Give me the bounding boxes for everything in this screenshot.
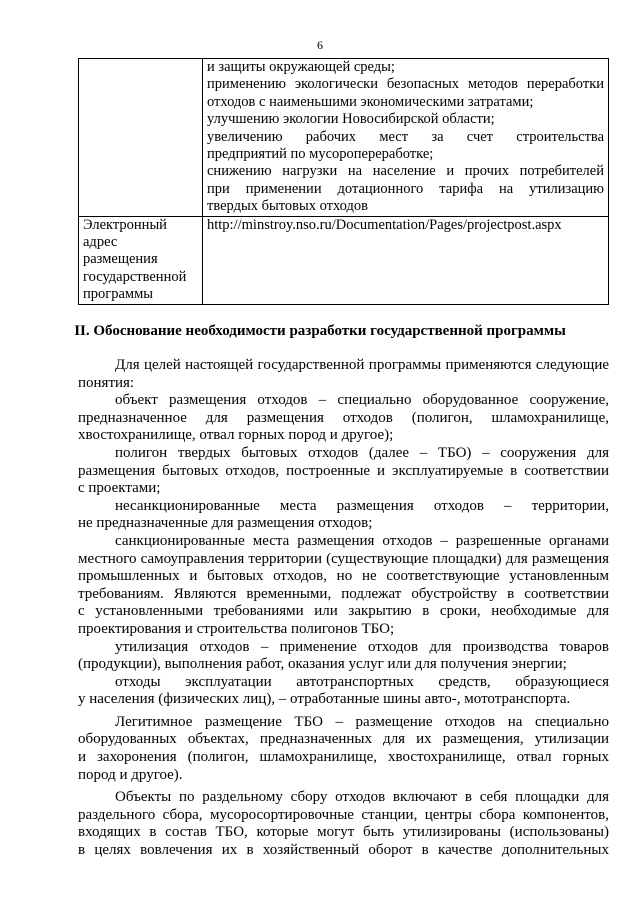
program-url[interactable]: http://minstroy.nso.ru/Documentation/Pages/projectpost.aspx xyxy=(207,216,562,233)
paragraph-line: полигон твердых бытовых отходов (далее – ТБО) – сооружения для xyxy=(115,444,609,461)
paragraph-line: с установленными требованиями или закрытию в сроки, необходимые для xyxy=(78,603,609,620)
table-line: отходов с наименьшими экономическими затратами; xyxy=(207,93,534,110)
label-cell xyxy=(79,59,203,217)
paragraph-line: отходы эксплуатации автотранспортных средств, образующиеся xyxy=(115,673,609,690)
paragraph-line: проектирования и строительства полигонов ТБО; xyxy=(78,620,395,637)
paragraph-line: пород и другое). xyxy=(78,766,183,783)
label-cell xyxy=(79,216,203,304)
table-line: применению экологически безопасных методов переработки xyxy=(207,76,604,93)
paragraph-line: Легитимное размещение ТБО – размещение отходов на специально xyxy=(115,713,609,730)
paragraph-line: оборудованных объектах, предназначенных для их размещения, утилизации xyxy=(78,731,609,748)
paragraph-line: объект размещения отходов – специально оборудованное сооружение, xyxy=(115,392,609,409)
paragraph-line: не предназначенные для размещения отходов; xyxy=(78,515,373,532)
paragraph-line: раздельного сбора, мусоросортировочные станции, центры сбора компонентов, xyxy=(78,806,609,823)
label-line: размещения xyxy=(83,251,158,268)
label-line: программы xyxy=(83,286,153,303)
value-cell xyxy=(203,216,609,304)
paragraph-line: и захоронения (полигон, шламохранилище, хвостохранилище, отвал горных xyxy=(78,749,609,766)
page-number: 6 xyxy=(317,38,323,52)
label-line: Электронный xyxy=(83,216,167,233)
label-line: адрес xyxy=(83,234,118,251)
table-line: увеличению рабочих мест за счет строительства xyxy=(207,128,604,145)
table-row xyxy=(79,59,609,217)
paragraph-line: местного самоуправления территории (существующие площадки) для размещения xyxy=(78,550,609,567)
paragraph-line: Для целей настоящей государственной программы применяются следующие xyxy=(115,357,609,373)
table-line: при применении дотационного тарифа на утилизацию xyxy=(207,180,604,197)
paragraph-line: промышленных и бытовых отходов, но не соответствующие установленным xyxy=(78,568,609,585)
table-line: предприятий по мусоропереработке; xyxy=(207,146,434,163)
paragraph-line: в целях вовлечения их в хозяйственный оборот в качестве дополнительных xyxy=(78,842,609,859)
section-heading: II. Обоснование необходимости разработки государственной программы xyxy=(74,323,566,339)
label-line: государственной xyxy=(83,268,187,285)
paragraph-line: утилизация отходов – применение отходов для производства товаров xyxy=(115,638,609,655)
paragraph-line: (продукции), выполнения работ, оказания услуг или для получения энергии; xyxy=(78,656,567,673)
paragraph-line: предназначенное для размещения отходов (полигон, шламохранилище, xyxy=(78,409,609,426)
paragraph-line: у населения (физических лиц), – отработанные шины авто-, мототранспорта. xyxy=(78,691,571,708)
paragraph-line: понятия: xyxy=(78,374,135,391)
paragraph-line: хвостохранилище, отвал горных пород и другое); xyxy=(78,427,394,444)
table-line: и защиты окружающей среды; xyxy=(207,59,395,75)
paragraph-line: требованиям. Являются временными, подлежат обустройству в соответствии xyxy=(78,585,609,602)
paragraph-line: размещения бытовых отходов, построенные и эксплуатируемые в соответствии xyxy=(78,462,609,479)
paragraph-line: Объекты по раздельному сбору отходов включают в себя площадки для xyxy=(115,789,609,806)
value-cell xyxy=(203,59,609,217)
paragraph-line: несанкционированные места размещения отходов – территории, xyxy=(115,497,609,514)
table-line: снижению нагрузки на население и прочих потребителей xyxy=(207,163,604,180)
paragraph-line: с проектами; xyxy=(78,480,161,497)
body-text xyxy=(78,357,609,860)
table-row xyxy=(79,216,609,304)
table-line: твердых бытовых отходов xyxy=(207,198,368,215)
program-passport-table xyxy=(78,58,609,305)
table-line: улучшению экологии Новосибирской области; xyxy=(207,111,495,128)
paragraph-line: санкционированные места размещения отходов – разрешенные органами xyxy=(115,532,609,549)
paragraph-line: входящих в состав ТБО, которые могут быть утилизированы (использованы) xyxy=(78,824,609,841)
